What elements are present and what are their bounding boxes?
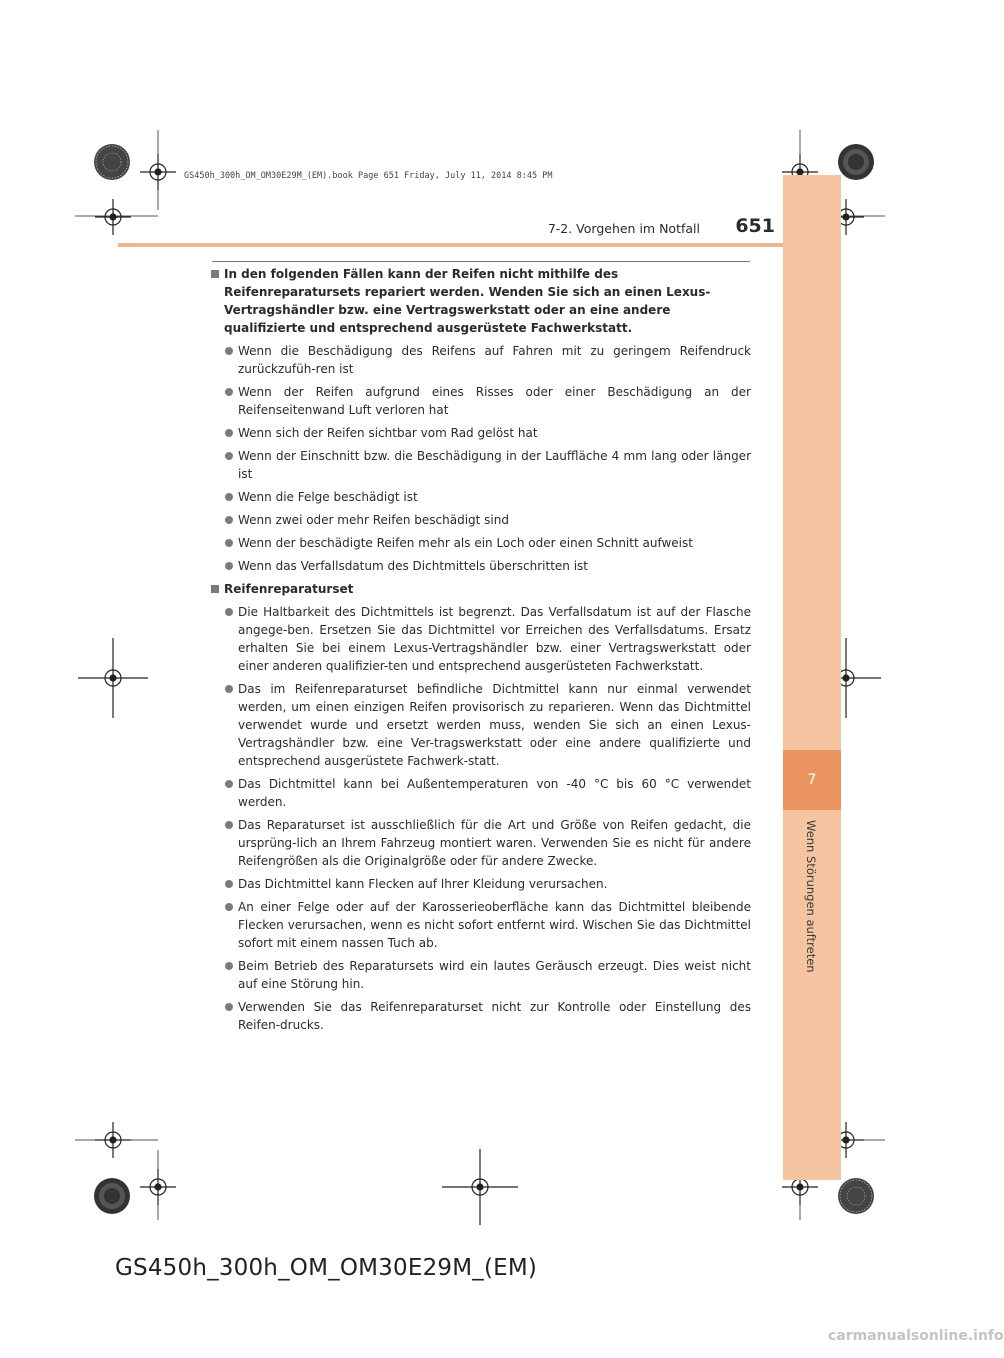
- manual-code: GS450h_300h_OM_OM30E29M_(EM): [115, 1255, 538, 1281]
- header-line: [118, 243, 783, 247]
- circle-bullet-icon: [225, 780, 233, 788]
- section-heading: In den folgenden Fällen kann der Reifen nicht mithilfe des Reifenreparatursets repariert werden. Wenden Sie sich an einen Lexus-Vertragshändler bzw. eine Vertragswerkstatt oder an eine andere qualifizierte und entsprechend ausgerüstete Fachwerkstatt.: [211, 265, 751, 337]
- list-item: An einer Felge oder auf der Karosserieoberfläche kann das Dichtmittel bleibende Flecken verursachen, wenn es nicht sofort entfernt wird. Wischen Sie das Dichtmittel sofort mit einem nassen Tuch ab.: [211, 898, 751, 952]
- list-item: Wenn sich der Reifen sichtbar vom Rad gelöst hat: [211, 424, 751, 442]
- section-heading: Reifenreparaturset: [211, 580, 751, 598]
- circle-bullet-icon: [225, 452, 233, 460]
- circle-bullet-icon: [225, 493, 233, 501]
- list-item: Das im Reifenreparaturset befindliche Dichtmittel kann nur einmal verwendet werden, um einen einzigen Reifen provisorisch zu reparieren. Wenn das Dichtmittel verwendet wurde und ersetzt werden muss, wenden Sie sich an einen Lexus-Vertragshändler bzw. eine Ver-tragswerkstatt oder eine andere qualifizierte und entsprechend ausgerüstete Fachwerk-statt.: [211, 680, 751, 770]
- list-item: Das Dichtmittel kann Flecken auf Ihrer Kleidung verursachen.: [211, 875, 751, 893]
- list-item: Wenn der Einschnitt bzw. die Beschädigung in der Lauffläche 4 mm lang oder länger ist: [211, 447, 751, 483]
- circle-bullet-icon: [225, 608, 233, 616]
- book-stamp: GS450h_300h_OM_OM30E29M_(EM).book Page 651 Friday, July 11, 2014 8:45 PM: [184, 171, 553, 181]
- list-item: Wenn der Reifen aufgrund eines Risses oder einer Beschädigung an der Reifenseitenwand Luft verloren hat: [211, 383, 751, 419]
- list-item: Das Dichtmittel kann bei Außentemperaturen von -40 °C bis 60 °C verwendet werden.: [211, 775, 751, 811]
- section-title: 7-2. Vorgehen im Notfall: [547, 221, 700, 236]
- list-item: Die Haltbarkeit des Dichtmittels ist begrenzt. Das Verfallsdatum ist auf der Flasche angege-ben. Ersetzen Sie das Dichtmittel vor Erreichen des Verfallsdatums. Ersatz erhalten Sie bei einem Lexus-Vertragshändler bzw. einer Vertragswerkstatt oder einer anderen qualifizier-ten und entsprechend ausgerüsteten Fachwerkstatt.: [211, 603, 751, 675]
- list-item: Verwenden Sie das Reifenreparaturset nicht zur Kontrolle oder Einstellung des Reifen-drucks.: [211, 998, 751, 1034]
- circle-bullet-icon: [225, 962, 233, 970]
- circle-bullet-icon: [225, 429, 233, 437]
- circle-bullet-icon: [225, 516, 233, 524]
- circle-bullet-icon: [225, 347, 233, 355]
- chapter-title: Wenn Störungen auftreten: [804, 820, 818, 973]
- circle-bullet-icon: [225, 880, 233, 888]
- circle-bullet-icon: [225, 685, 233, 693]
- list-item: Wenn der beschädigte Reifen mehr als ein Loch oder einen Schnitt aufweist: [211, 534, 751, 552]
- list-item: Wenn zwei oder mehr Reifen beschädigt sind: [211, 511, 751, 529]
- page-number: 651: [735, 215, 775, 237]
- list-item: Wenn das Verfallsdatum des Dichtmittels überschritten ist: [211, 557, 751, 575]
- circle-bullet-icon: [225, 388, 233, 396]
- list-item: Das Reparaturset ist ausschließlich für die Art und Größe von Reifen gedacht, die ursprüng-lich an Ihrem Fahrzeug montiert waren. Verwenden Sie es nicht für andere Reifengrößen als die Originalgröße oder für andere Zwecke.: [211, 816, 751, 870]
- watermark: carmanualsonline.info: [828, 1328, 1004, 1344]
- content-rule: [212, 261, 750, 262]
- page-content: [211, 265, 751, 1039]
- circle-bullet-icon: [225, 821, 233, 829]
- circle-bullet-icon: [225, 1003, 233, 1011]
- chapter-number-tab: 7: [783, 750, 841, 810]
- square-bullet-icon: [211, 585, 219, 593]
- circle-bullet-icon: [225, 903, 233, 911]
- circle-bullet-icon: [225, 562, 233, 570]
- list-item: Wenn die Beschädigung des Reifens auf Fahren mit zu geringem Reifendruck zurückzufüh-ren ist: [211, 342, 751, 378]
- list-item: Beim Betrieb des Reparatursets wird ein lautes Geräusch erzeugt. Dies weist nicht auf eine Störung hin.: [211, 957, 751, 993]
- chapter-sidebar: [783, 175, 841, 1180]
- circle-bullet-icon: [225, 539, 233, 547]
- list-item: Wenn die Felge beschädigt ist: [211, 488, 751, 506]
- square-bullet-icon: [211, 270, 219, 278]
